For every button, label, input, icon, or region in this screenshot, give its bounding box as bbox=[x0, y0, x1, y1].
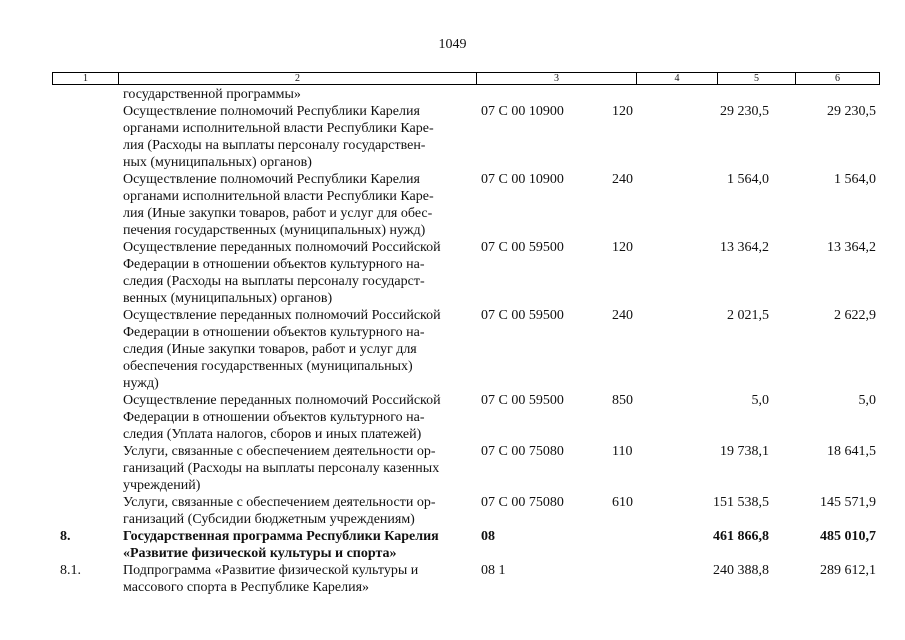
row-value-2: 289 612,1 bbox=[820, 563, 876, 578]
row-name-line: Подпрограмма «Развитие физической культуры и bbox=[123, 563, 419, 578]
row-code: 07 С 00 59500 bbox=[481, 308, 564, 323]
row-name bbox=[123, 562, 473, 596]
row-name-line: нужд) bbox=[123, 376, 159, 391]
row-value-2: 5,0 bbox=[858, 393, 876, 408]
table-row bbox=[0, 103, 905, 171]
row-name-line: обеспечения государственных (муниципальных) bbox=[123, 359, 413, 374]
row-name-line: Услуги, связанные с обеспечением деятельности ор- bbox=[123, 444, 436, 459]
row-value-1: 2 021,5 bbox=[727, 308, 769, 323]
row-name bbox=[123, 528, 473, 562]
row-name-line: печения государственных (муниципальных) нужд) bbox=[123, 223, 426, 238]
table-header bbox=[52, 72, 880, 85]
row-code: 07 С 00 75080 bbox=[481, 495, 564, 510]
row-name-line: следия (Уплата налогов, сборов и иных платежей) bbox=[123, 427, 422, 442]
row-name-line: лия (Иные закупки товаров, работ и услуг для обес- bbox=[123, 206, 433, 221]
row-expense-type: 240 bbox=[612, 172, 633, 187]
row-name-line: Осуществление переданных полномочий Российской bbox=[123, 240, 441, 255]
row-value-2: 13 364,2 bbox=[827, 240, 876, 255]
row-name-line: учреждений) bbox=[123, 478, 201, 493]
row-name-line: лия (Расходы на выплаты персоналу государствен- bbox=[123, 138, 426, 153]
header-col-4: 4 bbox=[637, 73, 718, 84]
table-row bbox=[0, 528, 905, 562]
row-value-1: 461 866,8 bbox=[713, 529, 769, 544]
row-value-1: 13 364,2 bbox=[720, 240, 769, 255]
row-value-2: 29 230,5 bbox=[827, 104, 876, 119]
row-name-line: Осуществление переданных полномочий Российской bbox=[123, 308, 441, 323]
row-code: 07 С 00 75080 bbox=[481, 444, 564, 459]
table-row bbox=[0, 392, 905, 443]
row-value-2: 485 010,7 bbox=[820, 529, 876, 544]
row-value-1: 5,0 bbox=[751, 393, 769, 408]
row-name-line: ганизаций (Субсидии бюджетным учреждениям) bbox=[123, 512, 415, 527]
row-name-line: массового спорта в Республике Карелия» bbox=[123, 580, 370, 595]
table-row bbox=[0, 307, 905, 392]
row-name bbox=[123, 307, 473, 392]
row-value-2: 1 564,0 bbox=[834, 172, 876, 187]
row-name-line: Осуществление переданных полномочий Российской bbox=[123, 393, 441, 408]
row-code: 08 bbox=[481, 529, 495, 544]
table-row bbox=[0, 562, 905, 596]
header-col-5: 5 bbox=[718, 73, 796, 84]
header-col-2: 2 bbox=[119, 73, 477, 84]
row-expense-type: 110 bbox=[612, 444, 633, 459]
row-name bbox=[123, 171, 473, 239]
row-expense-type: 120 bbox=[612, 104, 633, 119]
row-number: 8.1. bbox=[60, 563, 81, 578]
table-row bbox=[0, 443, 905, 494]
header-col-6: 6 bbox=[835, 73, 840, 84]
table-row bbox=[0, 239, 905, 307]
row-expense-type: 240 bbox=[612, 308, 633, 323]
row-value-2: 145 571,9 bbox=[820, 495, 876, 510]
row-value-2: 18 641,5 bbox=[827, 444, 876, 459]
row-name-line: Услуги, связанные с обеспечением деятельности ор- bbox=[123, 495, 436, 510]
row-code: 07 С 00 59500 bbox=[481, 393, 564, 408]
row-code: 07 С 00 59500 bbox=[481, 240, 564, 255]
row-value-2: 2 622,9 bbox=[834, 308, 876, 323]
row-name-line: следия (Иные закупки товаров, работ и услуг для bbox=[123, 342, 417, 357]
row-name-line: Федерации в отношении объектов культурного на- bbox=[123, 325, 425, 340]
row-name-line: ганизаций (Расходы на выплаты персоналу казенных bbox=[123, 461, 440, 476]
row-name bbox=[123, 443, 473, 494]
row-name-line: Федерации в отношении объектов культурного на- bbox=[123, 257, 425, 272]
row-name bbox=[123, 103, 473, 171]
row-name-line: Федерации в отношении объектов культурного на- bbox=[123, 410, 425, 425]
row-value-1: 240 388,8 bbox=[713, 563, 769, 578]
row-code: 07 С 00 10900 bbox=[481, 104, 564, 119]
header-col-3: 3 bbox=[477, 73, 637, 84]
row-name bbox=[123, 239, 473, 307]
table-row bbox=[0, 86, 905, 103]
row-name-line: «Развитие физической культуры и спорта» bbox=[123, 546, 397, 561]
row-number: 8. bbox=[60, 529, 71, 544]
row-value-1: 1 564,0 bbox=[727, 172, 769, 187]
row-name-line: органами исполнительной власти Республики Каре- bbox=[123, 189, 434, 204]
row-value-1: 29 230,5 bbox=[720, 104, 769, 119]
row-expense-type: 120 bbox=[612, 240, 633, 255]
row-name-line: органами исполнительной власти Республики Каре- bbox=[123, 121, 434, 136]
row-name-line: следия (Расходы на выплаты персоналу государст- bbox=[123, 274, 425, 289]
table-row bbox=[0, 171, 905, 239]
row-value-1: 19 738,1 bbox=[720, 444, 769, 459]
table-row bbox=[0, 494, 905, 528]
row-name-line: Государственная программа Республики Карелия bbox=[123, 529, 439, 544]
row-name-line: Осуществление полномочий Республики Карелия bbox=[123, 172, 420, 187]
row-name bbox=[123, 494, 473, 528]
row-expense-type: 850 bbox=[612, 393, 633, 408]
row-name-line: венных (муниципальных) органов) bbox=[123, 291, 333, 306]
row-code: 08 1 bbox=[481, 563, 506, 578]
row-code: 07 С 00 10900 bbox=[481, 172, 564, 187]
page-number: 1049 bbox=[438, 37, 467, 52]
row-name-line: ных (муниципальных) органов) bbox=[123, 155, 312, 170]
row-name-line: государственной программы» bbox=[123, 87, 301, 102]
row-name-line: Осуществление полномочий Республики Карелия bbox=[123, 104, 420, 119]
row-expense-type: 610 bbox=[612, 495, 633, 510]
row-value-1: 151 538,5 bbox=[713, 495, 769, 510]
header-col-1: 1 bbox=[53, 73, 119, 84]
row-name bbox=[123, 392, 473, 443]
row-name bbox=[123, 86, 473, 103]
